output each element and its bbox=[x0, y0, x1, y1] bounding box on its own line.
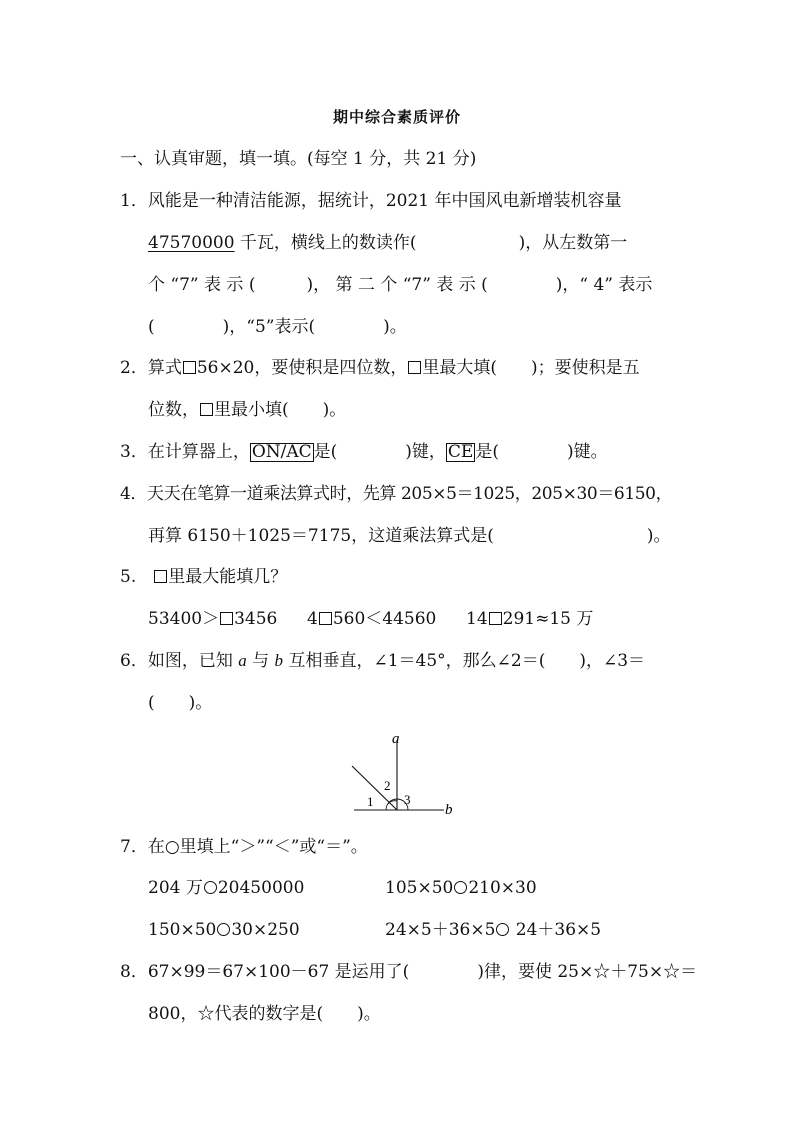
q6-line1: 6．如图，已知 a 与 b 互相垂直，∠1＝45°，那么∠2＝( )，∠3＝ bbox=[120, 651, 646, 671]
key-on-ac: ON/AC bbox=[251, 442, 312, 462]
q5-expr2: 4 560＜44560 bbox=[307, 609, 437, 629]
q7-expr2: 105×50 210×30 bbox=[385, 878, 537, 898]
label-b: b bbox=[445, 802, 453, 818]
section-heading: 一、认真审题，填一填。(每空 1 分，共 21 分) bbox=[120, 149, 477, 169]
q1-line4: ( )，“5”表示( )。 bbox=[148, 317, 407, 337]
blank-circle bbox=[496, 923, 509, 936]
q5-expr3: 14 291≈15 万 bbox=[466, 609, 594, 629]
angle-figure bbox=[340, 728, 470, 818]
q8-line2: 800，☆代表的数字是( )。 bbox=[148, 1004, 381, 1024]
q5-expr1: 53400＞ 3456 bbox=[148, 609, 278, 629]
blank-square bbox=[489, 612, 502, 625]
label-a: a bbox=[392, 731, 400, 747]
q7-expr1: 204 万 20450000 bbox=[148, 878, 305, 898]
q2-line2: 位数， 里最小填( )。 bbox=[148, 400, 347, 420]
q7-expr3: 150×50 30×250 bbox=[148, 920, 300, 940]
q1-line3: 个 “7” 表 示 ( )， 第 二 个 “7” 表 示 ( )，“ 4” 表示 bbox=[148, 275, 653, 295]
q1-line2: 47570000 千瓦，横线上的数读作( )，从左数第一 bbox=[148, 233, 628, 253]
q8-line1: 8．67×99＝67×100－67 是运用了( )律，要使 25×☆＋75×☆＝ bbox=[120, 962, 698, 982]
key-ce: CE bbox=[447, 442, 474, 462]
blank-circle bbox=[454, 881, 467, 894]
q1-number: 47570000 bbox=[148, 233, 235, 253]
q7-expr4: 24×5＋36×5 24＋36×5 bbox=[385, 920, 602, 940]
q3-line: 3．在计算器上， ON/AC 是( )键， CE 是( )键。 bbox=[120, 442, 608, 462]
blank-circle bbox=[217, 923, 230, 936]
q6-line2: ( )。 bbox=[148, 693, 213, 713]
label-angle-2: 2 bbox=[384, 778, 391, 793]
q4-line1: 4．天天在笔算一道乘法算式时，先算 205×5＝1025，205×30＝6150， bbox=[120, 484, 673, 504]
page-title: 期中综合素质评价 bbox=[332, 108, 461, 126]
blank-circle bbox=[204, 881, 217, 894]
blank-square bbox=[220, 612, 233, 625]
label-angle-3: 3 bbox=[404, 792, 411, 807]
blank-square bbox=[319, 612, 332, 625]
q4-line2: 再算 6150＋1025＝7175，这道乘法算式是( )。 bbox=[148, 526, 671, 546]
q2-line1: 2．算式 56×20，要使积是四位数， 里最大填( )；要使积是五 bbox=[120, 358, 640, 378]
q7-line1: 7．在○里填上“＞”“＜”或“＝”。 bbox=[120, 837, 368, 857]
q1-line1: 1．风能是一种清洁能源，据统计，2021 年中国风电新增装机容量 bbox=[120, 191, 622, 211]
blank-square bbox=[154, 570, 167, 583]
blank-square bbox=[183, 361, 196, 374]
blank-square bbox=[200, 403, 213, 416]
blank-square bbox=[408, 361, 421, 374]
q5-line1: 5. 里最大能填几？ bbox=[120, 567, 288, 587]
label-angle-1: 1 bbox=[367, 794, 374, 809]
angle-arc bbox=[388, 801, 397, 804]
